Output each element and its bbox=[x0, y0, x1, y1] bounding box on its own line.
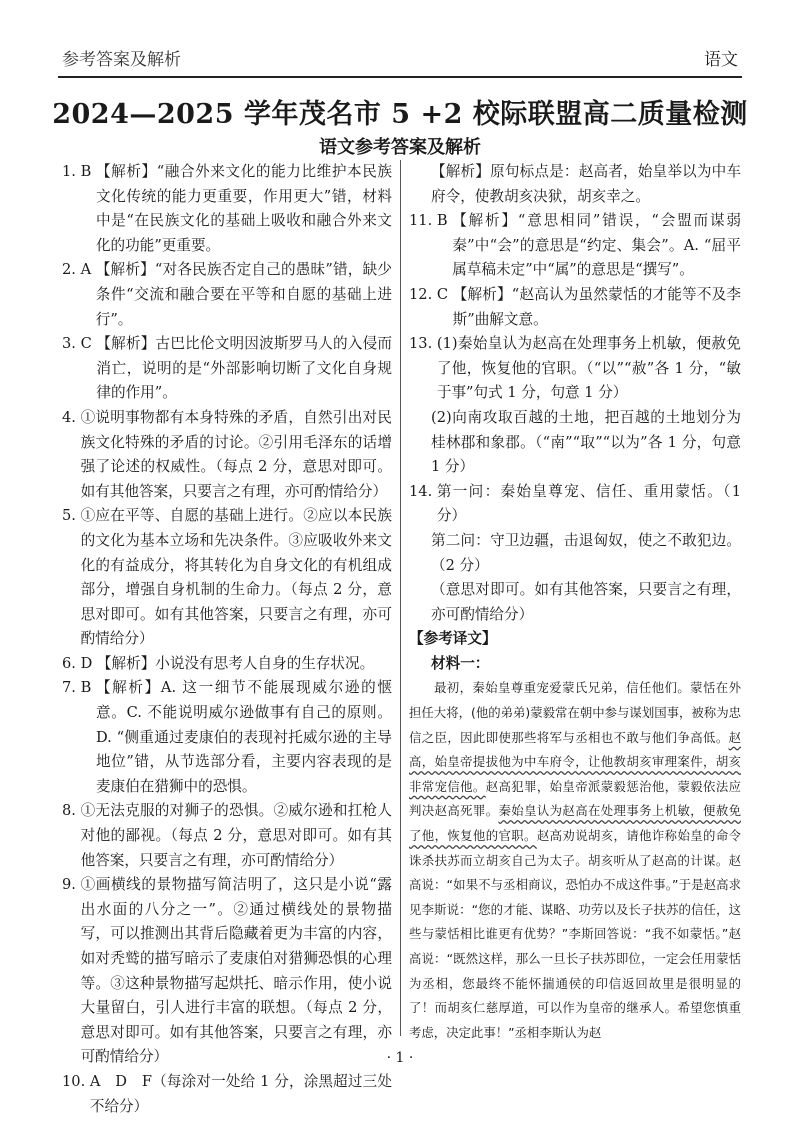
left-answer-item bbox=[62, 160, 392, 258]
right-answer-item bbox=[409, 160, 741, 209]
right-answer-item bbox=[409, 480, 741, 529]
left-answer-item bbox=[62, 258, 392, 332]
answer-number: 1. B bbox=[62, 163, 96, 180]
answer-number: 13. bbox=[409, 335, 437, 353]
answer-text: ①应在平等、自愿的基础上进行。②应以本民族的文化为基本立场和先决条件。③应吸收外来文化的有益成分，将其转化为自身文化的有机组成部分，增强自身机制的生命力。（每点 2 分，意思对即可。如有其他答案，只要言之有理，亦可酌情给分） bbox=[80, 507, 392, 648]
answer-number: 6. D bbox=[62, 654, 97, 672]
left-answer-item bbox=[62, 1070, 392, 1119]
answer-number: 12. C bbox=[409, 285, 453, 303]
answer-number: 10. bbox=[62, 1072, 90, 1090]
answer-text: 【解析】A. 这一细节不能展现威尔逊的惬意。C. 不能说明威尔逊做事有自己的原则。D. “侧重通过麦康伯的表现衬托威尔逊的主导地位”错，从节选部分看，主要内容表现的是麦康伯在猎狮中的恐惧。 bbox=[95, 679, 392, 795]
answer-text: 第二问：守卫边疆，击退匈奴，使之不敢犯边。（2 分） bbox=[431, 531, 741, 574]
answer-text: A D F（每涂对一处给 1 分，涂黑超过三处不给分） bbox=[89, 1072, 392, 1115]
answer-number: 2. A bbox=[62, 261, 96, 279]
answer-text: ①说明事物都有本身特殊的矛盾，自然引出对民族文化特殊的矛盾的讨论。②引用毛泽东的话增强了论述的权威性。（每点 2 分，意思对即可。如有其他答案，只要言之有理，亦可酌情给分） bbox=[80, 408, 392, 500]
translation-text bbox=[409, 676, 741, 1045]
answer-number: 5. bbox=[62, 507, 81, 525]
answer-text: 【解析】原句标点是：赵高者，始皇举以为中车府令，使教胡亥决狱，胡亥幸之。 bbox=[431, 163, 741, 205]
right-column bbox=[409, 160, 741, 1045]
answer-number: 3. C bbox=[62, 335, 97, 353]
page-subtitle: 语文参考答案及解析 bbox=[319, 137, 481, 158]
left-answer-item bbox=[62, 676, 392, 799]
answer-text: 【解析】古巴比伦文明因波斯罗马人的入侵而消亡，说明的是“外部影响切断了文化自身规律的作用”。 bbox=[96, 335, 392, 402]
reference-translation-heading: 【参考译文】 bbox=[409, 630, 497, 648]
answer-number: 7. B bbox=[62, 679, 96, 697]
translation-part-1: 最初，秦始皇尊重宠爱蒙氏兄弟，信任他们。蒙恬在外担任大将，(他的弟弟)蒙毅常在朝中参与谋划国事，被称为忠信之臣，因此即使那些将军与丞相也不敢与他们争高低。 bbox=[409, 680, 741, 745]
left-answer-item bbox=[62, 504, 392, 652]
right-answer-item bbox=[409, 332, 741, 406]
answer-text: 【解析】“意思相同”错误，“会盟而谋弱秦”中“会”的意思是“约定、集会”。A. “屈平属草稿未定”中“属”的意思是“撰写”。 bbox=[452, 212, 741, 279]
answer-text: 【解析】“对各民族否定自己的愚昧”错，缺少条件“交流和融合要在平等和自愿的基础上进行”。 bbox=[95, 261, 392, 328]
right-answer-item bbox=[409, 406, 741, 480]
left-answer-item bbox=[62, 332, 392, 406]
header-subject: 语文 bbox=[704, 50, 738, 70]
right-answer-item bbox=[409, 529, 741, 578]
left-column bbox=[62, 160, 392, 1119]
answer-text: ①画横线的景物描写简洁明了，这只是小说“露出水面的八分之一”。②通过横线处的景物描写，可以推测出其背后隐藏着更为丰富的内容，如对秃鹫的描写暗示了麦康伯对猎狮恐惧的心理等。③这种景物描写起烘托、暗示作用，使小说大量留白，引人进行丰富的联想。（每点 2 分，意思对即可。如有其他答案，只要言之有理，亦可酌情给分） bbox=[80, 876, 392, 1066]
header-rule bbox=[58, 76, 742, 78]
left-answer-item bbox=[62, 799, 392, 873]
answer-number: 9. bbox=[62, 876, 81, 894]
page-title: 2024—2025 学年茂名市 5 +2 校际联盟高二质量检测 bbox=[52, 99, 748, 130]
left-answer-item bbox=[62, 652, 392, 677]
left-answer-item bbox=[62, 873, 392, 1070]
right-answer-list bbox=[409, 160, 741, 627]
answer-number: 11. B bbox=[409, 212, 453, 230]
answer-text: 【解析】“融合外来文化的能力比维护本民族文化传统的能力更重要，作用更大”错，材料中是“在民族文化的基础上吸收和融合外来文化的功能”更重要。 bbox=[95, 163, 392, 254]
right-answer-item bbox=[409, 283, 741, 332]
answer-text: 【解析】小说没有思考人自身的生存状况。 bbox=[96, 654, 375, 672]
column-divider bbox=[400, 160, 401, 1036]
answer-text: (2)向南攻取百越的土地，把百越的土地划分为桂林郡和象郡。（“南”“取”“以为”各 1 分，句意 1 分） bbox=[431, 408, 741, 476]
answer-number: 4. bbox=[62, 408, 81, 426]
header-left: 参考答案及解析 bbox=[62, 50, 181, 70]
translation-underlined-2: 秦始皇认为赵高在处理事务上机敏，便赦免了他，恢复他的官职。 bbox=[409, 803, 742, 844]
answer-number: 14. bbox=[409, 482, 437, 500]
page-number: · 1 · bbox=[386, 1050, 414, 1066]
right-answer-item bbox=[409, 209, 741, 283]
answer-text: (1)秦始皇认为赵高在处理事务上机敏，便赦免了他，恢复他的官职。（“以”“赦”各 1 分，“敏于事”句式 1 分，句意 1 分） bbox=[436, 335, 741, 402]
translation-part-2: 赵高犯罪，始皇帝派蒙毅惩治他，蒙毅依法应判决赵高死罪。 bbox=[409, 778, 742, 819]
page-header bbox=[62, 44, 738, 70]
answer-text: 【解析】“赵高认为虽然蒙恬的才能等不及李斯”曲解文意。 bbox=[452, 285, 741, 328]
right-answer-item bbox=[409, 578, 741, 627]
translation-part-3: 赵高劝说胡亥，请他诈称始皇的命令诛杀扶苏而立胡亥自己为太子。胡亥听从了赵高的计谋。赵高说：“如果不与丞相商议，恐怕办不成这件事。”于是赵高求见李斯说：“您的才能、谋略、功劳以及长子扶苏的信任，这些与蒙恬相比谁更有优势？”李斯回答说：“我不如蒙恬。”赵高说：“既然这样，那么一旦长子扶苏即位，一定会任用蒙恬为丞相，您最终不能怀揣通侯的印信返回故里是很明显的了！而胡亥仁慈厚道，可以作为皇帝的继承人。希望您慎重考虑，决定此事！”丞相李斯认为赵 bbox=[409, 828, 741, 1040]
left-answer-item bbox=[62, 406, 392, 504]
answer-text: （意思对即可。如有其他答案，只要言之有理，亦可酌情给分） bbox=[431, 581, 741, 623]
answer-text: ①无法克服的对狮子的恐惧。②威尔逊和扛枪人对他的鄙视。（每点 2 分，意思对即可。如有其他答案，只要言之有理，亦可酌情给分） bbox=[80, 802, 392, 869]
answer-text: 第一问：秦始皇尊宠、信任、重用蒙恬。（1 分） bbox=[436, 482, 741, 525]
answer-number: 8. bbox=[62, 802, 81, 820]
material-label: 材料一： bbox=[431, 654, 490, 672]
translation-underlined-1: 赵高，始皇帝提拔他为中车府令，让他教胡亥审理案件，胡亥非常宠信他。 bbox=[409, 729, 741, 794]
